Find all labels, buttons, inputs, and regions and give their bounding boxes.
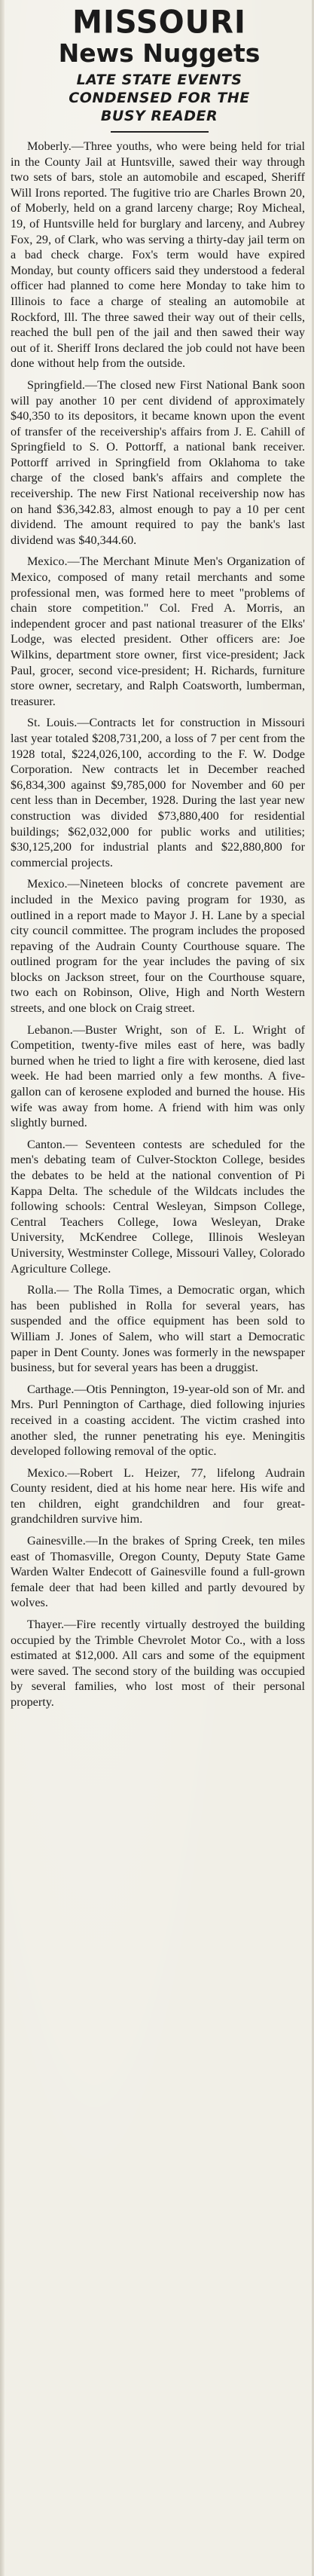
story-body: —Three youths, who were being held for trial in the County Jail at Huntsville, sawed their way through two sets of bars, stole an automobile and escaped, Sheriff Will Irons reported. The fugitive trio are Charles Brown 20, of Moberly, held on a grand larceny charge; Roy Micheal, 19, of Huntsville held for burglary and larceny, and Aubrey Fox, 29, of Clark, who was serving a thirty-day jail term on a bad check charge. Fox's term would have expired Monday, but county officers said they understood a federal officer had planned to come here Monday to take him to Illinois to face a charge of stealing an automobile at Rockford, Ill. The three sawed their way out of their cells, reached the bull pen of the jail and then sawed their way out of it. Sheriff Irons declared the job could not have been done without help from the outside. (11, 139, 305, 371)
story-mexico-obituary (11, 1465, 305, 1533)
story-dateline: Carthage. (27, 1382, 75, 1396)
story-body: —Robert L. Heizer, 77, lifelong Audrain County resident, died at his home near here. His wife and ten children, eight grandchildren and four great-grandchildren survive him. (11, 1465, 305, 1526)
page-left-edge (0, 0, 5, 2576)
story-body: —The Merchant Minute Men's Organization of Mexico, composed of many retail merchants and some professional men, was formed here to meet "problems of chain store competition." Col. Fred A. Morris, an independent grocer and past national treasurer of the Elks' Lodge, was elected president. Other officers are: Joe Wilkins, department store owner, first vice-president; Jack Paul, grocer, second vice-president; H. Richards, furniture store owner, secretary, and Ralph Coatsworth, lumberman, treasurer. (11, 555, 305, 708)
story-body: —Buster Wright, son of E. L. Wright of Competition, twenty-five miles east of here, was badly burned when he tried to light a fire with kerosene, died last week. He had been married only a few months. A five-gallon can of kerosene exploded and burned the house. His wife was away from home. A friend with him was only slightly burned. (11, 1022, 305, 1130)
story-dateline: Gainesville. (27, 1534, 86, 1548)
masthead-title: MISSOURI (72, 4, 246, 41)
masthead (11, 6, 308, 133)
masthead-rule (111, 131, 209, 133)
story-mexico-paving (11, 876, 305, 1022)
story-dateline: Mexico. (27, 1465, 68, 1480)
story-body: — Seventeen contests are scheduled for the men's debating team of Culver-Stockton College, besides the debates to be held at the national convention of Pi Kappa Delta. The schedule of the Wildcats includes the following schools: Central Wesleyan, Simpson College, Central Teachers College, Iowa Wesleyan, Drake University, McKendree College, Illinois Wesleyan University, Westminster College, Missouri Valley, Colorado Agriculture College. (11, 1137, 305, 1276)
story-rolla (11, 1282, 305, 1382)
story-springfield (11, 377, 305, 555)
deck-line-2: CONDENSED FOR THE (69, 90, 250, 106)
story-body: —The closed new First National Bank soon will pay another 10 per cent dividend of approximately $40,350 to its depositors, it became known upon the event of transfer of the receivership's affairs from J. E. Cahill of Springfield to S. O. Pottorff, a national bank receiver. Pottorff arrived in Springfield from Oklahoma to take charge of the closed bank's affairs and complete the receivership. The new First National receivership now has on hand $36,342.83, almost enough to pay a 10 per cent dividend. The amount required to pay the bank's last dividend was $40,344.60. (11, 377, 305, 547)
story-body: —Contracts let for construction in Missouri last year totaled $208,731,200, a loss of 7 per cent from the 1928 total, $224,026,100, according to the F. W. Dodge Corporation. New contracts let in December reached $6,834,300 against $9,785,000 for November and 60 per cent less than in December, 1928. During the last year new construction was divided $73,880,400 for residential buildings; $62,032,000 for public works and utilities; $30,125,200 for industrial plants and $22,880,800 for commercial projects. (11, 716, 305, 869)
deck-line-3: BUSY READER (100, 108, 218, 124)
story-dateline: Lebanon. (27, 1022, 73, 1037)
story-body: —Nineteen blocks of concrete pavement are included in the Mexico paving program for 1930, as outlined in a report made to Mayor J. H. Lane by a special city council committee. The program includes the proposed repaving of the Audrain County Courthouse square. The outlined program for the year includes the paving of six blocks on Jackson street, four on the Courthouse square, two each on Robinson, Olive, High and North Western streets, and one block on Craig street. (11, 877, 305, 1016)
story-moberly (11, 139, 305, 377)
story-body: — The Rolla Times, a Democratic organ, which has been published in Rolla for several years, has suspended and the office equipment has been sold to William J. Jones of Salem, who will start a Democratic paper in Dent County. Jones was formerly in the newspaper business, but for several years has been a druggist. (11, 1283, 305, 1375)
story-body: —Fire recently virtually destroyed the building occupied by the Trimble Chevrolet Motor Co., with a loss estimated at $12,000. All cars and some of the equipment were saved. The second story of the building was occupied by several families, who lost most of their personal property. (11, 1618, 305, 1709)
story-dateline: Canton. (27, 1137, 66, 1151)
story-dateline: Moberly. (27, 139, 72, 153)
stories-column (11, 139, 308, 1716)
story-dateline: Thayer. (27, 1618, 64, 1632)
story-carthage (11, 1382, 305, 1465)
story-body: —Otis Pennington, 19-year-old son of Mr. and Mrs. Purl Pennington of Carthage, died following injuries received in a coasting accident. The victim crashed into another sled, the runner penetrating his eye. Meningitis developed following removal of the optic. (11, 1382, 305, 1459)
story-st-louis (11, 715, 305, 876)
story-thayer (11, 1617, 305, 1716)
story-dateline: Rolla. (27, 1283, 57, 1297)
story-mexico-merchants (11, 554, 305, 715)
story-gainesville (11, 1533, 305, 1617)
story-dateline: St. Louis. (27, 716, 78, 730)
story-canton (11, 1137, 305, 1282)
story-body: —In the brakes of Spring Creek, ten miles east of Thomasville, Oregon County, Deputy State Game Warden Walter Endecott of Gainesville found a full-grown female deer that had been killed and partly devoured by wolves. (11, 1534, 305, 1610)
deck-line-1: LATE STATE EVENTS (76, 72, 242, 88)
masthead-subtitle: News Nuggets (58, 38, 261, 68)
story-dateline: Mexico. (27, 877, 68, 891)
story-dateline: Mexico. (27, 555, 68, 569)
story-dateline: Springfield. (27, 377, 85, 392)
story-lebanon (11, 1022, 305, 1137)
